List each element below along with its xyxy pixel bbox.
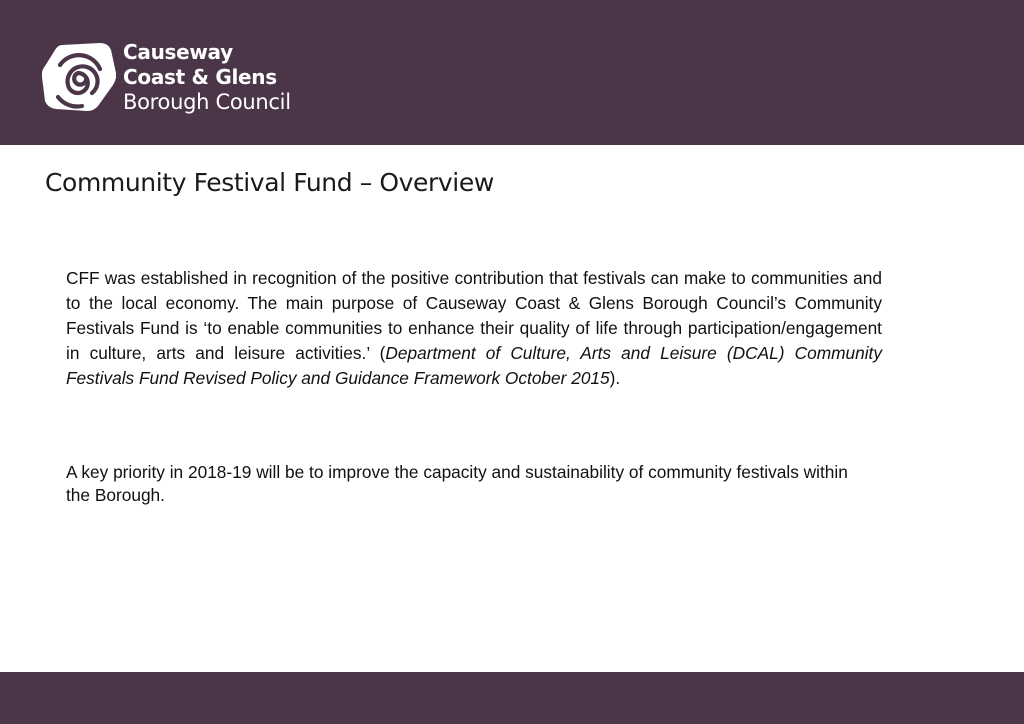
logo-line-coast-glens: Coast & Glens xyxy=(123,65,277,89)
page-title: Community Festival Fund – Overview xyxy=(45,168,494,197)
logo-line-causeway: Causeway xyxy=(123,40,233,64)
council-logo[interactable] xyxy=(42,40,302,120)
overview-paragraph xyxy=(66,266,882,391)
logo-wordmark xyxy=(123,40,291,115)
footer-banner xyxy=(0,672,1024,724)
logo-line-borough-council: Borough Council xyxy=(123,90,291,114)
overview-paragraph-text: CFF was established in recognition of the positive contribution that festivals can make to communities and to the local economy. The main purpose of Causeway Coast & Glens Borough Council’s Community Festivals Fund is ‘to enable communities to enhance their quality of life through participation/engagement in culture, arts and leisure activities.’ ( xyxy=(66,268,882,363)
spiral-hexagon-icon xyxy=(42,43,116,111)
dcal-citation: Department of Culture, Arts and Leisure (DCAL) Community Festivals Fund Revised Policy and Guidance Framework October 2015 xyxy=(66,343,882,388)
header-banner xyxy=(0,0,1024,145)
priority-paragraph: A key priority in 2018-19 will be to improve the capacity and sustainability of community festivals within the Borough. xyxy=(66,462,848,505)
citation-close: ). xyxy=(609,368,621,388)
